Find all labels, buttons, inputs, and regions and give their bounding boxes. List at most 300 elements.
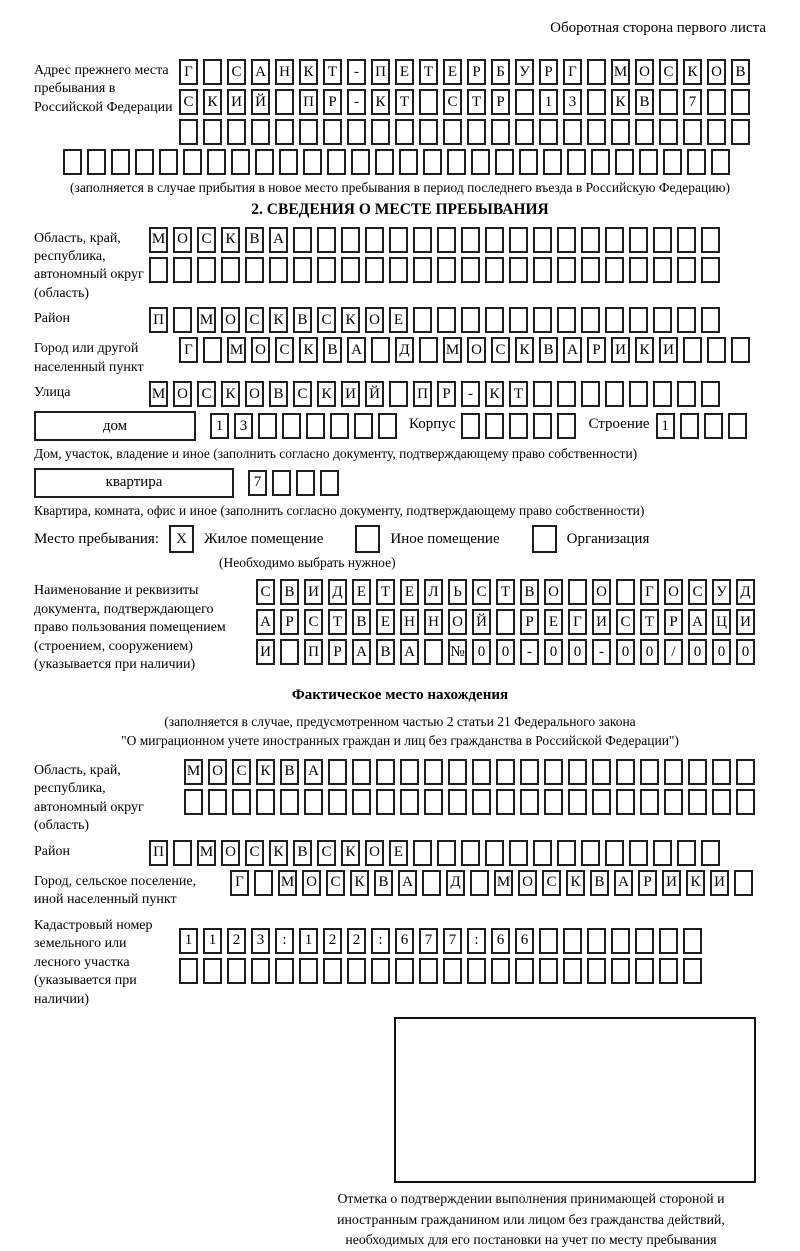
char-cell[interactable]: Е	[400, 579, 419, 605]
char-cell[interactable]	[485, 840, 504, 866]
char-cell[interactable]: К	[686, 870, 705, 896]
char-cell[interactable]: Т	[376, 579, 395, 605]
char-cell[interactable]: Т	[395, 89, 414, 115]
char-cell[interactable]	[687, 149, 706, 175]
char-cell[interactable]	[653, 381, 672, 407]
char-cell[interactable]: О	[173, 381, 192, 407]
char-cell[interactable]	[629, 307, 648, 333]
char-cell[interactable]: К	[350, 870, 369, 896]
char-cell[interactable]: С	[245, 307, 264, 333]
char-cell[interactable]: М	[443, 337, 462, 363]
char-cell[interactable]	[615, 149, 634, 175]
char-cell[interactable]	[179, 958, 198, 984]
char-cell[interactable]	[327, 149, 346, 175]
char-cell[interactable]	[173, 840, 192, 866]
char-cell[interactable]	[544, 759, 563, 785]
char-cell[interactable]	[509, 840, 528, 866]
checkbox-zhiloe[interactable]: X	[169, 525, 194, 553]
char-cell[interactable]	[629, 227, 648, 253]
char-cell[interactable]: Р	[437, 381, 456, 407]
char-cell[interactable]	[328, 789, 347, 815]
char-cell[interactable]: Р	[664, 609, 683, 635]
char-cell[interactable]: И	[611, 337, 630, 363]
char-cell[interactable]: М	[278, 870, 297, 896]
char-cell[interactable]: В	[635, 89, 654, 115]
char-cell[interactable]	[399, 149, 418, 175]
char-cell[interactable]	[304, 789, 323, 815]
char-cell[interactable]	[423, 149, 442, 175]
char-cell[interactable]: Д	[736, 579, 755, 605]
char-cell[interactable]	[677, 381, 696, 407]
char-cell[interactable]	[365, 227, 384, 253]
char-cell[interactable]: Б	[491, 59, 510, 85]
char-cell[interactable]: Р	[539, 59, 558, 85]
char-cell[interactable]: 7	[443, 928, 462, 954]
char-cell[interactable]: О	[544, 579, 563, 605]
char-cell[interactable]	[173, 257, 192, 283]
char-cell[interactable]	[422, 870, 441, 896]
char-cell[interactable]	[323, 958, 342, 984]
char-cell[interactable]	[485, 307, 504, 333]
char-cell[interactable]	[424, 759, 443, 785]
char-cell[interactable]: В	[280, 759, 299, 785]
char-cell[interactable]: Ь	[448, 579, 467, 605]
char-cell[interactable]	[317, 257, 336, 283]
char-cell[interactable]	[87, 149, 106, 175]
char-cell[interactable]: Е	[544, 609, 563, 635]
char-cell[interactable]	[557, 381, 576, 407]
char-cell[interactable]	[341, 257, 360, 283]
char-cell[interactable]	[389, 227, 408, 253]
char-cell[interactable]	[275, 119, 294, 145]
char-cell[interactable]	[424, 789, 443, 815]
char-cell[interactable]	[664, 759, 683, 785]
char-cell[interactable]	[533, 227, 552, 253]
char-cell[interactable]	[587, 89, 606, 115]
char-cell[interactable]	[347, 958, 366, 984]
char-cell[interactable]	[581, 257, 600, 283]
char-cell[interactable]	[539, 958, 558, 984]
char-cell[interactable]: И	[227, 89, 246, 115]
char-cell[interactable]: С	[616, 609, 635, 635]
char-cell[interactable]	[728, 413, 747, 439]
char-cell[interactable]: Р	[491, 89, 510, 115]
char-cell[interactable]	[395, 119, 414, 145]
char-cell[interactable]: С	[197, 381, 216, 407]
char-cell[interactable]	[563, 958, 582, 984]
char-cell[interactable]: 1	[179, 928, 198, 954]
char-cell[interactable]	[707, 119, 726, 145]
char-cell[interactable]: А	[688, 609, 707, 635]
char-cell[interactable]	[179, 119, 198, 145]
char-cell[interactable]	[341, 227, 360, 253]
char-cell[interactable]	[296, 470, 315, 496]
char-cell[interactable]	[704, 413, 723, 439]
char-cell[interactable]	[629, 381, 648, 407]
char-cell[interactable]	[616, 759, 635, 785]
char-cell[interactable]	[587, 928, 606, 954]
char-cell[interactable]: О	[664, 579, 683, 605]
char-cell[interactable]	[587, 958, 606, 984]
char-cell[interactable]	[543, 149, 562, 175]
char-cell[interactable]	[653, 257, 672, 283]
char-cell[interactable]	[447, 149, 466, 175]
char-cell[interactable]	[629, 840, 648, 866]
char-cell[interactable]	[563, 119, 582, 145]
char-cell[interactable]: К	[566, 870, 585, 896]
char-cell[interactable]	[184, 789, 203, 815]
char-cell[interactable]: П	[149, 840, 168, 866]
char-cell[interactable]	[605, 227, 624, 253]
char-cell[interactable]	[437, 257, 456, 283]
char-cell[interactable]: /	[664, 639, 683, 665]
char-cell[interactable]	[269, 257, 288, 283]
checkbox-organizatsiya[interactable]	[532, 525, 557, 553]
char-cell[interactable]	[470, 870, 489, 896]
char-cell[interactable]	[653, 840, 672, 866]
char-cell[interactable]: Т	[419, 59, 438, 85]
char-cell[interactable]: М	[494, 870, 513, 896]
char-cell[interactable]: М	[197, 840, 216, 866]
char-cell[interactable]: 6	[515, 928, 534, 954]
char-cell[interactable]	[701, 307, 720, 333]
char-cell[interactable]: М	[611, 59, 630, 85]
char-cell[interactable]: Г	[568, 609, 587, 635]
char-cell[interactable]	[197, 257, 216, 283]
char-cell[interactable]	[557, 257, 576, 283]
char-cell[interactable]: Н	[424, 609, 443, 635]
char-cell[interactable]: О	[448, 609, 467, 635]
char-cell[interactable]: Р	[467, 59, 486, 85]
char-cell[interactable]	[280, 789, 299, 815]
char-cell[interactable]	[400, 759, 419, 785]
char-cell[interactable]	[616, 789, 635, 815]
char-cell[interactable]: О	[208, 759, 227, 785]
char-cell[interactable]	[731, 337, 750, 363]
char-cell[interactable]: 6	[395, 928, 414, 954]
char-cell[interactable]: Ц	[712, 609, 731, 635]
char-cell[interactable]	[351, 149, 370, 175]
char-cell[interactable]: Т	[496, 579, 515, 605]
char-cell[interactable]: С	[256, 579, 275, 605]
char-cell[interactable]	[413, 227, 432, 253]
char-cell[interactable]	[491, 958, 510, 984]
char-cell[interactable]	[496, 609, 515, 635]
char-cell[interactable]: В	[352, 609, 371, 635]
char-cell[interactable]	[424, 639, 443, 665]
char-cell[interactable]: -	[592, 639, 611, 665]
char-cell[interactable]	[509, 257, 528, 283]
char-cell[interactable]	[533, 413, 552, 439]
char-cell[interactable]: О	[592, 579, 611, 605]
char-cell[interactable]: В	[376, 639, 395, 665]
char-cell[interactable]	[734, 870, 753, 896]
char-cell[interactable]	[352, 759, 371, 785]
char-cell[interactable]: Г	[230, 870, 249, 896]
char-cell[interactable]: К	[203, 89, 222, 115]
char-cell[interactable]	[467, 958, 486, 984]
char-cell[interactable]	[563, 928, 582, 954]
char-cell[interactable]	[616, 579, 635, 605]
char-cell[interactable]: К	[221, 227, 240, 253]
char-cell[interactable]	[683, 337, 702, 363]
char-cell[interactable]: П	[413, 381, 432, 407]
char-cell[interactable]	[533, 257, 552, 283]
char-cell[interactable]	[221, 257, 240, 283]
char-cell[interactable]	[568, 579, 587, 605]
char-cell[interactable]: П	[371, 59, 390, 85]
char-cell[interactable]	[544, 789, 563, 815]
char-cell[interactable]: И	[256, 639, 275, 665]
char-cell[interactable]	[495, 149, 514, 175]
char-cell[interactable]	[711, 149, 730, 175]
char-cell[interactable]: С	[275, 337, 294, 363]
char-cell[interactable]	[256, 789, 275, 815]
char-cell[interactable]	[279, 149, 298, 175]
char-cell[interactable]	[557, 227, 576, 253]
char-cell[interactable]	[581, 840, 600, 866]
char-cell[interactable]	[680, 413, 699, 439]
char-cell[interactable]: С	[326, 870, 345, 896]
char-cell[interactable]	[419, 958, 438, 984]
char-cell[interactable]	[605, 840, 624, 866]
char-cell[interactable]: К	[371, 89, 390, 115]
char-cell[interactable]: С	[688, 579, 707, 605]
char-cell[interactable]: А	[563, 337, 582, 363]
char-cell[interactable]	[539, 928, 558, 954]
char-cell[interactable]	[581, 227, 600, 253]
char-cell[interactable]	[509, 307, 528, 333]
char-cell[interactable]	[413, 840, 432, 866]
char-cell[interactable]: Т	[640, 609, 659, 635]
char-cell[interactable]: Р	[328, 639, 347, 665]
char-cell[interactable]	[437, 307, 456, 333]
char-cell[interactable]	[472, 789, 491, 815]
char-cell[interactable]	[275, 89, 294, 115]
char-cell[interactable]	[251, 958, 270, 984]
char-cell[interactable]	[467, 119, 486, 145]
char-cell[interactable]	[395, 958, 414, 984]
char-cell[interactable]: О	[365, 840, 384, 866]
char-cell[interactable]: О	[302, 870, 321, 896]
char-cell[interactable]	[611, 928, 630, 954]
char-cell[interactable]: :	[467, 928, 486, 954]
char-cell[interactable]	[389, 381, 408, 407]
char-cell[interactable]	[568, 789, 587, 815]
char-cell[interactable]	[587, 59, 606, 85]
char-cell[interactable]	[306, 413, 325, 439]
char-cell[interactable]	[605, 381, 624, 407]
char-cell[interactable]	[275, 958, 294, 984]
char-cell[interactable]	[539, 119, 558, 145]
char-cell[interactable]: 7	[683, 89, 702, 115]
char-cell[interactable]: В	[590, 870, 609, 896]
char-cell[interactable]: 0	[496, 639, 515, 665]
char-cell[interactable]	[207, 149, 226, 175]
char-cell[interactable]	[258, 413, 277, 439]
char-cell[interactable]: Р	[587, 337, 606, 363]
char-cell[interactable]: Й	[365, 381, 384, 407]
char-cell[interactable]	[736, 789, 755, 815]
char-cell[interactable]: К	[269, 840, 288, 866]
char-cell[interactable]	[461, 307, 480, 333]
char-cell[interactable]	[272, 470, 291, 496]
char-cell[interactable]	[282, 413, 301, 439]
char-cell[interactable]: А	[269, 227, 288, 253]
char-cell[interactable]	[371, 337, 390, 363]
char-cell[interactable]: И	[710, 870, 729, 896]
char-cell[interactable]: К	[485, 381, 504, 407]
char-cell[interactable]: 2	[347, 928, 366, 954]
char-cell[interactable]	[496, 759, 515, 785]
checkbox-inoe[interactable]	[355, 525, 380, 553]
char-cell[interactable]	[533, 307, 552, 333]
char-cell[interactable]: А	[251, 59, 270, 85]
char-cell[interactable]	[635, 119, 654, 145]
char-cell[interactable]	[509, 413, 528, 439]
char-cell[interactable]: В	[280, 579, 299, 605]
char-cell[interactable]	[568, 759, 587, 785]
char-cell[interactable]: А	[304, 759, 323, 785]
char-cell[interactable]: И	[662, 870, 681, 896]
char-cell[interactable]	[515, 89, 534, 115]
char-cell[interactable]: №	[448, 639, 467, 665]
char-cell[interactable]	[485, 227, 504, 253]
char-cell[interactable]	[232, 789, 251, 815]
char-cell[interactable]	[736, 759, 755, 785]
char-cell[interactable]: Е	[376, 609, 395, 635]
char-cell[interactable]	[299, 958, 318, 984]
char-cell[interactable]: У	[515, 59, 534, 85]
char-cell[interactable]	[731, 89, 750, 115]
char-cell[interactable]	[635, 928, 654, 954]
char-cell[interactable]: Г	[640, 579, 659, 605]
char-cell[interactable]	[365, 257, 384, 283]
char-cell[interactable]: В	[293, 840, 312, 866]
char-cell[interactable]: 2	[227, 928, 246, 954]
char-cell[interactable]	[683, 958, 702, 984]
char-cell[interactable]	[376, 759, 395, 785]
char-cell[interactable]	[149, 257, 168, 283]
char-cell[interactable]: Й	[472, 609, 491, 635]
char-cell[interactable]	[280, 639, 299, 665]
char-cell[interactable]: Н	[275, 59, 294, 85]
char-cell[interactable]	[701, 381, 720, 407]
char-cell[interactable]: 0	[472, 639, 491, 665]
char-cell[interactable]: С	[304, 609, 323, 635]
char-cell[interactable]	[135, 149, 154, 175]
char-cell[interactable]	[375, 149, 394, 175]
char-cell[interactable]	[203, 337, 222, 363]
char-cell[interactable]: 0	[568, 639, 587, 665]
char-cell[interactable]	[557, 307, 576, 333]
char-cell[interactable]: К	[299, 337, 318, 363]
char-cell[interactable]: К	[256, 759, 275, 785]
char-cell[interactable]: О	[467, 337, 486, 363]
char-cell[interactable]	[461, 413, 480, 439]
char-cell[interactable]	[533, 840, 552, 866]
char-cell[interactable]: Е	[443, 59, 462, 85]
char-cell[interactable]: Р	[280, 609, 299, 635]
char-cell[interactable]: -	[347, 59, 366, 85]
char-cell[interactable]	[448, 759, 467, 785]
char-cell[interactable]	[677, 227, 696, 253]
char-cell[interactable]: 1	[299, 928, 318, 954]
char-cell[interactable]	[299, 119, 318, 145]
char-cell[interactable]	[371, 958, 390, 984]
char-cell[interactable]: О	[707, 59, 726, 85]
char-cell[interactable]	[63, 149, 82, 175]
char-cell[interactable]	[173, 307, 192, 333]
char-cell[interactable]	[203, 59, 222, 85]
char-cell[interactable]: К	[683, 59, 702, 85]
char-cell[interactable]: 1	[203, 928, 222, 954]
char-cell[interactable]	[677, 307, 696, 333]
char-cell[interactable]: 3	[251, 928, 270, 954]
char-cell[interactable]: С	[245, 840, 264, 866]
char-cell[interactable]: Е	[352, 579, 371, 605]
char-cell[interactable]	[354, 413, 373, 439]
char-cell[interactable]: О	[251, 337, 270, 363]
char-cell[interactable]	[448, 789, 467, 815]
char-cell[interactable]: М	[227, 337, 246, 363]
char-cell[interactable]	[437, 840, 456, 866]
char-cell[interactable]	[701, 227, 720, 253]
char-cell[interactable]: В	[374, 870, 393, 896]
char-cell[interactable]: Л	[424, 579, 443, 605]
char-cell[interactable]: Т	[323, 59, 342, 85]
char-cell[interactable]: М	[184, 759, 203, 785]
char-cell[interactable]: А	[256, 609, 275, 635]
char-cell[interactable]: 0	[640, 639, 659, 665]
char-cell[interactable]: О	[221, 307, 240, 333]
char-cell[interactable]: А	[614, 870, 633, 896]
char-cell[interactable]	[203, 958, 222, 984]
char-cell[interactable]	[611, 119, 630, 145]
char-cell[interactable]	[293, 257, 312, 283]
char-cell[interactable]: Д	[395, 337, 414, 363]
char-cell[interactable]	[317, 227, 336, 253]
char-cell[interactable]: Р	[520, 609, 539, 635]
char-cell[interactable]	[330, 413, 349, 439]
char-cell[interactable]	[640, 789, 659, 815]
char-cell[interactable]: К	[341, 840, 360, 866]
char-cell[interactable]	[485, 413, 504, 439]
char-cell[interactable]: У	[712, 579, 731, 605]
char-cell[interactable]	[591, 149, 610, 175]
char-cell[interactable]: С	[317, 840, 336, 866]
char-cell[interactable]	[592, 759, 611, 785]
char-cell[interactable]	[712, 759, 731, 785]
char-cell[interactable]	[254, 870, 273, 896]
char-cell[interactable]	[413, 307, 432, 333]
char-cell[interactable]	[659, 958, 678, 984]
char-cell[interactable]: Г	[179, 337, 198, 363]
char-cell[interactable]: 0	[616, 639, 635, 665]
char-cell[interactable]	[653, 307, 672, 333]
char-cell[interactable]	[419, 89, 438, 115]
char-cell[interactable]	[378, 413, 397, 439]
char-cell[interactable]	[491, 119, 510, 145]
char-cell[interactable]: 1	[656, 413, 675, 439]
char-cell[interactable]: С	[197, 227, 216, 253]
char-cell[interactable]	[203, 119, 222, 145]
char-cell[interactable]: К	[611, 89, 630, 115]
char-cell[interactable]	[557, 413, 576, 439]
char-cell[interactable]	[663, 149, 682, 175]
char-cell[interactable]	[509, 227, 528, 253]
char-cell[interactable]	[640, 759, 659, 785]
